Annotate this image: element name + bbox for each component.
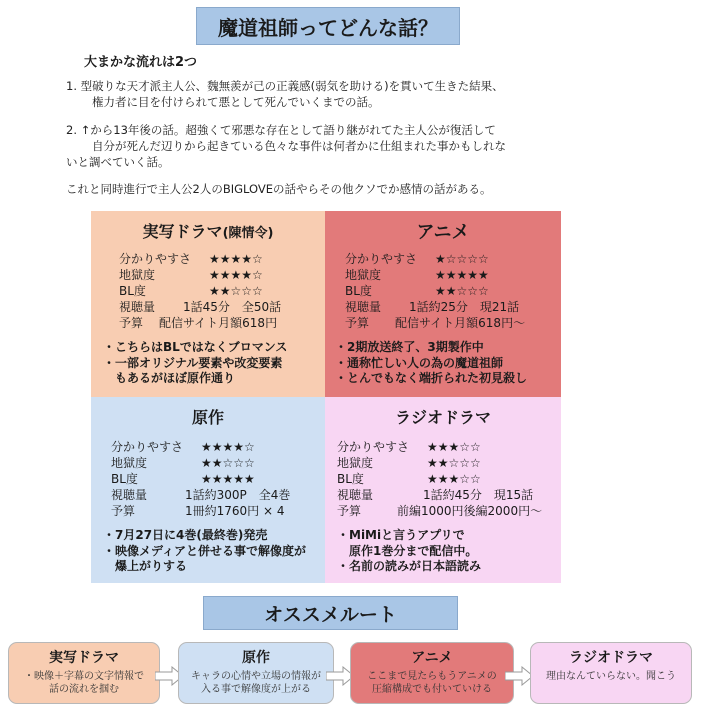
value-volume: 1話45分 全50話 — [183, 300, 282, 314]
note-3: 爆上がりする — [103, 559, 188, 573]
note-3: もあるがほぼ原作通り — [103, 371, 236, 385]
route-step-title: 実写ドラマ — [49, 650, 119, 666]
label-budget: 予算 — [345, 316, 370, 330]
note-3: ・名前の読みが日本語読み — [337, 559, 482, 573]
route-step-desc — [9, 670, 159, 696]
route-step-radio-drama — [530, 642, 692, 704]
rating-hell: ★★★★★ — [435, 268, 489, 282]
label-hell: 地獄度 — [345, 268, 382, 282]
label-budget: 予算 — [119, 316, 144, 330]
route-step-desc-line-2: 話の流れを掴む — [49, 684, 119, 695]
intro-item-1-line-2: 権力者に目を付けられて悪として死んでいくまでの話。 — [92, 95, 380, 109]
label-easy: 分かりやすさ — [345, 252, 418, 266]
route-step-desc-line-1: ここまで見たらもうアニメの — [367, 671, 497, 682]
quadrant-title: 原作 — [191, 408, 224, 427]
route-step-anime — [350, 642, 514, 704]
intro-item-1-line-1: 1. 型破りな天才派主人公、魏無羨が己の正義感(弱気を助ける)を貫いて生きた結果、 — [66, 79, 504, 93]
label-volume: 視聴量 — [345, 300, 382, 314]
value-budget: 配信サイト月額618円～ — [395, 316, 526, 330]
route-step-desc-line-2: 入る事で解像度が上がる — [201, 684, 311, 695]
label-easy: 分かりやすさ — [111, 440, 184, 454]
intro-item-1 — [66, 78, 666, 110]
intro-item-2 — [66, 122, 666, 170]
route-step-desc-line-1: 理由なんていらない。聞こう — [546, 671, 676, 682]
label-easy: 分かりやすさ — [119, 252, 192, 266]
quadrant-title: アニメ — [416, 222, 470, 243]
value-volume: 1話約300P 全4巻 — [185, 488, 291, 502]
note-1: ・MiMiと言うアプリで — [337, 528, 465, 542]
note-1: ・2期放送終了、3期製作中 — [335, 340, 484, 354]
quadrant-title: ラジオドラマ — [394, 408, 491, 427]
rating-easy: ★★★★☆ — [201, 440, 255, 454]
note-1: ・こちらはBLではなくブロマンス — [103, 340, 288, 354]
label-volume: 視聴量 — [119, 300, 156, 314]
rating-bl: ★★☆☆☆ — [435, 284, 489, 298]
subtitle: 大まかな流れは2つ — [84, 55, 198, 70]
label-bl: BL度 — [345, 284, 372, 298]
route-step-title: 原作 — [242, 650, 270, 666]
rating-easy: ★★★☆☆ — [427, 440, 481, 454]
rating-hell: ★★☆☆☆ — [427, 456, 481, 470]
note-1: ・7月27日に4巻(最終巻)発売 — [103, 528, 268, 542]
route-step-title: ラジオドラマ — [569, 650, 653, 666]
quadrant-live-drama — [91, 211, 325, 397]
rating-bl: ★★★★★ — [201, 472, 255, 486]
quadrant-novel — [91, 397, 325, 583]
rating-hell: ★★★★☆ — [209, 268, 263, 282]
label-bl: BL度 — [337, 472, 364, 486]
label-volume: 視聴量 — [337, 488, 374, 502]
rating-hell: ★★☆☆☆ — [201, 456, 255, 470]
rating-easy: ★★★★☆ — [209, 252, 263, 266]
recommend-title: オススメルート — [203, 596, 458, 630]
page-title: 魔道祖師ってどんな話？ — [196, 7, 460, 45]
rating-easy: ★☆☆☆☆ — [435, 252, 489, 266]
route-step-desc-line-1: キャラの心情や立場の情報が — [191, 671, 321, 682]
route-step-live-drama — [8, 642, 160, 704]
route-step-desc — [531, 670, 691, 683]
rating-bl: ★★☆☆☆ — [209, 284, 263, 298]
label-hell: 地獄度 — [111, 456, 148, 470]
route-step-desc — [351, 670, 513, 696]
note-3: ・とんでもなく端折られた初見殺し — [335, 371, 528, 385]
route-step-desc-line-1: ・映像＋字幕の文字情報で — [24, 671, 144, 682]
intro-item-2-line-2: 自分が死んだ辺りから起きている色々な事件は何者かに仕組まれた事かもしれな — [92, 139, 506, 153]
intro-note: これと同時進行で主人公2人のBIGLOVEの話やらその他クソでか感情の話がある。 — [66, 182, 492, 196]
intro-item-2-line-1: 2. ↑から13年後の話。超強くて邪悪な存在として語り継がれてた主人公が復活して — [66, 123, 496, 137]
label-budget: 予算 — [111, 504, 136, 518]
label-budget: 予算 — [337, 504, 362, 518]
label-bl: BL度 — [111, 472, 138, 486]
route-step-novel — [178, 642, 334, 704]
label-easy: 分かりやすさ — [337, 440, 410, 454]
value-budget: 配信サイト月額618円 — [159, 316, 278, 330]
rating-bl: ★★★☆☆ — [427, 472, 481, 486]
value-volume: 1話約25分 現21話 — [409, 300, 520, 314]
intro-item-2-line-3: いと調べていく話。 — [66, 155, 170, 169]
value-volume: 1話約45分 現15話 — [423, 488, 534, 502]
quadrant-title — [91, 219, 325, 242]
label-bl: BL度 — [119, 284, 146, 298]
quadrant-anime — [325, 211, 561, 397]
note-2: ・映像メディアと併せる事で解像度が — [103, 543, 307, 558]
quadrant-title-note: (陳情令) — [222, 226, 274, 241]
note-2: 原作1巻分まで配信中。 — [337, 543, 478, 558]
label-hell: 地獄度 — [119, 268, 156, 282]
value-budget: 1冊約1760円 × 4 — [185, 504, 285, 518]
quadrant-title-main: 実写ドラマ — [142, 222, 223, 241]
route-step-desc-line-2: 圧縮構成でも付いていける — [372, 684, 492, 695]
label-volume: 視聴量 — [111, 488, 148, 502]
quadrant-radio-drama — [325, 397, 561, 583]
label-hell: 地獄度 — [337, 456, 374, 470]
route-step-title: アニメ — [411, 650, 453, 666]
note-2: ・一部オリジナル要素や改変要素 — [103, 355, 283, 370]
route-step-desc — [179, 670, 333, 696]
value-budget: 前編1000円後編2000円～ — [397, 504, 543, 518]
note-2: ・通称忙しい人の為の魔道祖師 — [335, 355, 504, 370]
